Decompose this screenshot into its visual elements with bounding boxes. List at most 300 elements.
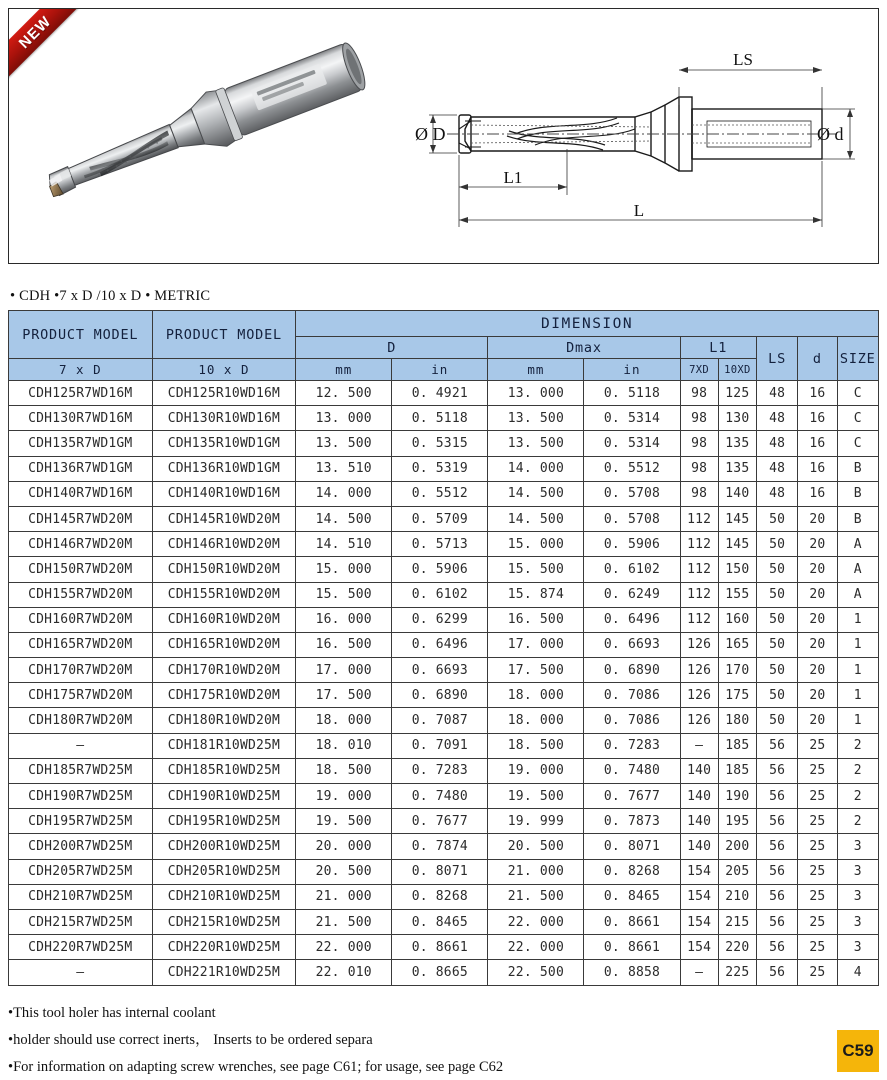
cell-d-in: 0. 6102 [392, 582, 488, 607]
table-row [9, 582, 879, 607]
cell-dmax-mm: 22. 000 [488, 909, 584, 934]
table-row [9, 834, 879, 859]
cell-ls: 56 [756, 758, 797, 783]
cell-dmax-in: 0. 6102 [584, 557, 680, 582]
header-row-3 [9, 359, 879, 381]
cell-ls: 56 [756, 834, 797, 859]
cell-l1-7xd: — [680, 733, 718, 758]
subheader-d-in: in [392, 359, 488, 381]
cell-ls: 50 [756, 557, 797, 582]
cell-d-in: 0. 7874 [392, 834, 488, 859]
cell-dmax-mm: 19. 999 [488, 809, 584, 834]
cell-dmax-in: 0. 5708 [584, 481, 680, 506]
cell-ls: 56 [756, 809, 797, 834]
table-row [9, 658, 879, 683]
cell-dmax-in: 0. 8661 [584, 935, 680, 960]
cell-d-in: 0. 7480 [392, 784, 488, 809]
cell-d: 20 [798, 557, 837, 582]
cell-size: C [837, 381, 879, 406]
table-row [9, 607, 879, 632]
cell-d-in: 0. 7677 [392, 809, 488, 834]
cell-dmax-mm: 18. 000 [488, 683, 584, 708]
cell-l1-10xd: 215 [718, 909, 756, 934]
header-dimension: DIMENSION [296, 311, 879, 337]
cell-dmax-in: 0. 6496 [584, 607, 680, 632]
cell-d-mm: 20. 000 [296, 834, 392, 859]
cell-dmax-in: 0. 6890 [584, 658, 680, 683]
cell-size: B [837, 481, 879, 506]
cell-model-7xd: CDH150R7WD20M [9, 557, 153, 582]
cell-d: 20 [798, 632, 837, 657]
cell-d-mm: 14. 510 [296, 532, 392, 557]
cell-l1-10xd: 180 [718, 708, 756, 733]
cell-l1-7xd: 140 [680, 834, 718, 859]
cell-dmax-in: 0. 5314 [584, 406, 680, 431]
cell-ls: 50 [756, 582, 797, 607]
cell-size: A [837, 582, 879, 607]
cell-d-mm: 13. 500 [296, 431, 392, 456]
cell-d: 16 [798, 456, 837, 481]
cell-model-7xd: CDH180R7WD20M [9, 708, 153, 733]
cell-l1-10xd: 135 [718, 456, 756, 481]
cell-model-7xd: CDH130R7WD16M [9, 406, 153, 431]
cell-d: 25 [798, 834, 837, 859]
cell-d-in: 0. 5315 [392, 431, 488, 456]
cell-ls: 56 [756, 909, 797, 934]
subheader-7xd: 7 x D [9, 359, 153, 381]
cell-size: 1 [837, 708, 879, 733]
cell-l1-7xd: 112 [680, 582, 718, 607]
table-row [9, 708, 879, 733]
cell-model-10xd: CDH165R10WD20M [152, 632, 296, 657]
cell-l1-7xd: 140 [680, 784, 718, 809]
cell-size: 4 [837, 960, 879, 985]
cell-l1-10xd: 200 [718, 834, 756, 859]
cell-d-mm: 15. 500 [296, 582, 392, 607]
dim-label-d-major: Ø D [415, 124, 446, 144]
cell-d-in: 0. 6496 [392, 632, 488, 657]
cell-model-7xd: CDH210R7WD25M [9, 884, 153, 909]
cell-d: 25 [798, 859, 837, 884]
cell-d: 20 [798, 708, 837, 733]
table-row [9, 859, 879, 884]
cell-d-mm: 17. 500 [296, 683, 392, 708]
header-d: d [798, 337, 837, 381]
cell-model-10xd: CDH181R10WD25M [152, 733, 296, 758]
cell-dmax-mm: 15. 500 [488, 557, 584, 582]
cell-d-in: 0. 5906 [392, 557, 488, 582]
cell-l1-10xd: 145 [718, 506, 756, 531]
cell-d-mm: 17. 000 [296, 658, 392, 683]
cell-dmax-in: 0. 7086 [584, 683, 680, 708]
cell-ls: 50 [756, 708, 797, 733]
cell-d: 20 [798, 582, 837, 607]
cell-d-mm: 14. 000 [296, 481, 392, 506]
cell-l1-7xd: 126 [680, 658, 718, 683]
subheader-l1-7xd: 7XD [680, 359, 718, 381]
specification-table-wrapper [8, 310, 879, 986]
cell-d: 25 [798, 960, 837, 985]
cell-model-7xd: CDH125R7WD16M [9, 381, 153, 406]
cell-dmax-mm: 22. 000 [488, 935, 584, 960]
cell-model-10xd: CDH221R10WD25M [152, 960, 296, 985]
cell-dmax-mm: 13. 500 [488, 431, 584, 456]
table-row [9, 935, 879, 960]
cell-dmax-in: 0. 5708 [584, 506, 680, 531]
cell-d: 20 [798, 607, 837, 632]
table-row [9, 683, 879, 708]
cell-dmax-in: 0. 8071 [584, 834, 680, 859]
table-row [9, 733, 879, 758]
cell-l1-10xd: 170 [718, 658, 756, 683]
cell-model-10xd: CDH190R10WD25M [152, 784, 296, 809]
cell-dmax-mm: 15. 874 [488, 582, 584, 607]
cell-l1-10xd: 145 [718, 532, 756, 557]
cell-l1-7xd: 140 [680, 758, 718, 783]
cell-d: 25 [798, 935, 837, 960]
cell-d: 16 [798, 406, 837, 431]
cell-l1-10xd: 160 [718, 607, 756, 632]
subheader-dmax-mm: mm [488, 359, 584, 381]
cell-dmax-mm: 16. 500 [488, 607, 584, 632]
dim-label-d-minor: Ø d [817, 124, 844, 144]
cell-d: 16 [798, 481, 837, 506]
header-group-d: D [296, 337, 488, 359]
cell-size: 1 [837, 683, 879, 708]
cell-dmax-mm: 18. 000 [488, 708, 584, 733]
cell-l1-7xd: 140 [680, 809, 718, 834]
cell-ls: 48 [756, 406, 797, 431]
cell-d: 20 [798, 658, 837, 683]
cell-model-10xd: CDH146R10WD20M [152, 532, 296, 557]
cell-dmax-mm: 20. 500 [488, 834, 584, 859]
cell-ls: 56 [756, 935, 797, 960]
cell-model-7xd: CDH220R7WD25M [9, 935, 153, 960]
technical-drawing [407, 17, 877, 257]
cell-dmax-in: 0. 7283 [584, 733, 680, 758]
cell-ls: 50 [756, 658, 797, 683]
cell-dmax-mm: 14. 500 [488, 481, 584, 506]
table-header [9, 311, 879, 381]
cell-d-in: 0. 6693 [392, 658, 488, 683]
cell-dmax-mm: 14. 000 [488, 456, 584, 481]
cell-d-mm: 12. 500 [296, 381, 392, 406]
cell-l1-7xd: 112 [680, 557, 718, 582]
cell-dmax-mm: 21. 000 [488, 859, 584, 884]
cell-dmax-mm: 19. 000 [488, 758, 584, 783]
cell-ls: 56 [756, 733, 797, 758]
cell-model-10xd: CDH136R10WD1GM [152, 456, 296, 481]
table-row [9, 406, 879, 431]
cell-model-7xd: CDH175R7WD20M [9, 683, 153, 708]
cell-l1-10xd: 155 [718, 582, 756, 607]
cell-ls: 50 [756, 532, 797, 557]
cell-dmax-in: 0. 8858 [584, 960, 680, 985]
cell-dmax-in: 0. 5314 [584, 431, 680, 456]
cell-dmax-in: 0. 5906 [584, 532, 680, 557]
page-number-badge: C59 [837, 1030, 879, 1072]
table-row [9, 784, 879, 809]
cell-d-mm: 21. 000 [296, 884, 392, 909]
cell-model-10xd: CDH145R10WD20M [152, 506, 296, 531]
table-row [9, 481, 879, 506]
series-caption: • CDH •7 x D /10 x D • METRIC [10, 288, 211, 304]
footer-note: •For information on adapting screw wrenches, see page C61; for usage, see page C62 [8, 1059, 504, 1076]
cell-size: 2 [837, 784, 879, 809]
cell-model-7xd: CDH170R7WD20M [9, 658, 153, 683]
cell-ls: 56 [756, 859, 797, 884]
cell-model-7xd: CDH205R7WD25M [9, 859, 153, 884]
cell-dmax-mm: 15. 000 [488, 532, 584, 557]
table-row [9, 506, 879, 531]
cell-d-in: 0. 8071 [392, 859, 488, 884]
cell-ls: 56 [756, 960, 797, 985]
cell-d-mm: 14. 500 [296, 506, 392, 531]
cell-l1-10xd: 210 [718, 884, 756, 909]
cell-dmax-mm: 22. 500 [488, 960, 584, 985]
header-group-dmax: Dmax [488, 337, 680, 359]
specification-table [8, 310, 879, 986]
footer-note: •This tool holer has internal coolant [8, 1005, 216, 1021]
cell-d-in: 0. 5713 [392, 532, 488, 557]
cell-l1-10xd: 205 [718, 859, 756, 884]
table-row [9, 960, 879, 985]
cell-d: 20 [798, 506, 837, 531]
cell-d-in: 0. 7091 [392, 733, 488, 758]
cell-dmax-in: 0. 5512 [584, 456, 680, 481]
cell-d-mm: 13. 510 [296, 456, 392, 481]
cell-l1-10xd: 185 [718, 758, 756, 783]
table-row [9, 557, 879, 582]
cell-dmax-mm: 13. 500 [488, 406, 584, 431]
cell-l1-10xd: 220 [718, 935, 756, 960]
cell-model-7xd: CDH215R7WD25M [9, 909, 153, 934]
cell-model-7xd: CDH146R7WD20M [9, 532, 153, 557]
cell-l1-7xd: 98 [680, 406, 718, 431]
cell-d: 25 [798, 909, 837, 934]
cell-dmax-in: 0. 6693 [584, 632, 680, 657]
cell-l1-7xd: 112 [680, 506, 718, 531]
cell-d: 16 [798, 381, 837, 406]
cell-l1-7xd: 98 [680, 456, 718, 481]
cell-model-10xd: CDH180R10WD20M [152, 708, 296, 733]
subheader-dmax-in: in [584, 359, 680, 381]
cell-model-7xd: CDH190R7WD25M [9, 784, 153, 809]
subheader-l1-10xd: 10XD [718, 359, 756, 381]
cell-d-mm: 21. 500 [296, 909, 392, 934]
cell-ls: 48 [756, 456, 797, 481]
cell-model-10xd: CDH215R10WD25M [152, 909, 296, 934]
cell-model-7xd: CDH135R7WD1GM [9, 431, 153, 456]
cell-d-mm: 22. 010 [296, 960, 392, 985]
cell-dmax-in: 0. 7677 [584, 784, 680, 809]
product-illustration-panel [8, 8, 879, 264]
cell-size: 3 [837, 884, 879, 909]
cell-d-mm: 19. 500 [296, 809, 392, 834]
cell-l1-10xd: 175 [718, 683, 756, 708]
cell-d-in: 0. 5319 [392, 456, 488, 481]
cell-size: 3 [837, 909, 879, 934]
cell-model-7xd: CDH200R7WD25M [9, 834, 153, 859]
table-row [9, 884, 879, 909]
cell-l1-7xd: 154 [680, 859, 718, 884]
cell-d: 25 [798, 758, 837, 783]
cell-d-in: 0. 6890 [392, 683, 488, 708]
cell-l1-10xd: 195 [718, 809, 756, 834]
cell-d: 16 [798, 431, 837, 456]
cell-dmax-mm: 13. 000 [488, 381, 584, 406]
cell-model-7xd: CDH136R7WD1GM [9, 456, 153, 481]
cell-size: 2 [837, 809, 879, 834]
cell-size: 2 [837, 733, 879, 758]
header-size: SIZE [837, 337, 879, 381]
cell-size: 3 [837, 935, 879, 960]
footer-notes [8, 1006, 798, 1080]
cell-model-7xd: CDH160R7WD20M [9, 607, 153, 632]
cell-model-10xd: CDH160R10WD20M [152, 607, 296, 632]
dim-label-l: L [633, 201, 645, 220]
table-row [9, 431, 879, 456]
cell-d-mm: 16. 500 [296, 632, 392, 657]
cell-l1-7xd: 126 [680, 683, 718, 708]
cell-d-in: 0. 8665 [392, 960, 488, 985]
cell-size: C [837, 431, 879, 456]
cell-model-10xd: CDH205R10WD25M [152, 859, 296, 884]
cell-d: 25 [798, 884, 837, 909]
cell-size: C [837, 406, 879, 431]
cell-d-mm: 18. 000 [296, 708, 392, 733]
table-row [9, 632, 879, 657]
cell-model-7xd: CDH145R7WD20M [9, 506, 153, 531]
cell-l1-7xd: 154 [680, 935, 718, 960]
cell-d-mm: 18. 010 [296, 733, 392, 758]
cell-model-7xd: CDH165R7WD20M [9, 632, 153, 657]
cell-d-in: 0. 5512 [392, 481, 488, 506]
cell-l1-10xd: 165 [718, 632, 756, 657]
subheader-10xd: 10 x D [152, 359, 296, 381]
cell-model-10xd: CDH155R10WD20M [152, 582, 296, 607]
cell-d-in: 0. 5709 [392, 506, 488, 531]
cell-d-mm: 18. 500 [296, 758, 392, 783]
cell-d: 25 [798, 809, 837, 834]
cell-model-10xd: CDH170R10WD20M [152, 658, 296, 683]
cell-d-in: 0. 6299 [392, 607, 488, 632]
cell-l1-7xd: 126 [680, 708, 718, 733]
cell-d-in: 0. 4921 [392, 381, 488, 406]
cell-ls: 56 [756, 784, 797, 809]
cell-d-mm: 13. 000 [296, 406, 392, 431]
header-row-1 [9, 311, 879, 337]
cell-d-mm: 20. 500 [296, 859, 392, 884]
cell-l1-7xd: 98 [680, 381, 718, 406]
new-badge-label: NEW [15, 12, 55, 52]
cell-ls: 50 [756, 632, 797, 657]
cell-l1-7xd: 112 [680, 607, 718, 632]
cell-size: 3 [837, 859, 879, 884]
subheader-d-mm: mm [296, 359, 392, 381]
header-product-model-7xd: PRODUCT MODEL [9, 311, 153, 359]
cell-l1-10xd: 130 [718, 406, 756, 431]
cell-l1-10xd: 150 [718, 557, 756, 582]
cell-l1-7xd: 126 [680, 632, 718, 657]
cell-dmax-mm: 21. 500 [488, 884, 584, 909]
cell-size: 1 [837, 632, 879, 657]
cell-l1-10xd: 190 [718, 784, 756, 809]
product-photo [27, 31, 397, 246]
cell-ls: 48 [756, 431, 797, 456]
table-row [9, 909, 879, 934]
cell-dmax-mm: 17. 000 [488, 632, 584, 657]
cell-l1-10xd: 225 [718, 960, 756, 985]
cell-model-7xd: CDH195R7WD25M [9, 809, 153, 834]
cell-ls: 50 [756, 506, 797, 531]
cell-dmax-in: 0. 8465 [584, 884, 680, 909]
cell-model-7xd: CDH185R7WD25M [9, 758, 153, 783]
cell-model-10xd: CDH210R10WD25M [152, 884, 296, 909]
cell-model-7xd: CDH155R7WD20M [9, 582, 153, 607]
cell-size: 2 [837, 758, 879, 783]
cell-d-in: 0. 7283 [392, 758, 488, 783]
table-row [9, 809, 879, 834]
cell-dmax-in: 0. 8268 [584, 859, 680, 884]
cell-size: 3 [837, 834, 879, 859]
cell-l1-10xd: 125 [718, 381, 756, 406]
cell-d: 25 [798, 733, 837, 758]
cell-l1-7xd: 154 [680, 909, 718, 934]
cell-size: B [837, 456, 879, 481]
cell-model-10xd: CDH140R10WD16M [152, 481, 296, 506]
footer-note: •holder should use correct inerts， Inserts to be ordered separa [8, 1032, 373, 1049]
cell-d-mm: 19. 000 [296, 784, 392, 809]
dim-label-ls: LS [733, 50, 753, 69]
header-product-model-10xd: PRODUCT MODEL [152, 311, 296, 359]
cell-model-10xd: CDH135R10WD1GM [152, 431, 296, 456]
table-row [9, 532, 879, 557]
cell-l1-7xd: 98 [680, 481, 718, 506]
cell-ls: 48 [756, 381, 797, 406]
cell-dmax-in: 0. 7480 [584, 758, 680, 783]
cell-d: 25 [798, 784, 837, 809]
cell-l1-10xd: 135 [718, 431, 756, 456]
cell-model-10xd: CDH125R10WD16M [152, 381, 296, 406]
cell-d-mm: 22. 000 [296, 935, 392, 960]
cell-dmax-in: 0. 5118 [584, 381, 680, 406]
table-row [9, 758, 879, 783]
cell-d-mm: 15. 000 [296, 557, 392, 582]
cell-ls: 50 [756, 683, 797, 708]
cell-dmax-mm: 14. 500 [488, 506, 584, 531]
cell-model-10xd: CDH175R10WD20M [152, 683, 296, 708]
cell-d-in: 0. 8661 [392, 935, 488, 960]
cell-l1-7xd: 154 [680, 884, 718, 909]
cell-l1-10xd: 140 [718, 481, 756, 506]
cell-ls: 48 [756, 481, 797, 506]
cell-model-7xd: — [9, 960, 153, 985]
cell-d-in: 0. 8465 [392, 909, 488, 934]
cell-dmax-in: 0. 6249 [584, 582, 680, 607]
cell-d-in: 0. 5118 [392, 406, 488, 431]
cell-ls: 50 [756, 607, 797, 632]
cell-dmax-in: 0. 7086 [584, 708, 680, 733]
cell-dmax-in: 0. 8661 [584, 909, 680, 934]
cell-size: B [837, 506, 879, 531]
cell-d-mm: 16. 000 [296, 607, 392, 632]
cell-d: 20 [798, 683, 837, 708]
dim-label-l1: L1 [503, 168, 523, 187]
header-ls: LS [756, 337, 797, 381]
cell-d-in: 0. 7087 [392, 708, 488, 733]
cell-size: 1 [837, 607, 879, 632]
